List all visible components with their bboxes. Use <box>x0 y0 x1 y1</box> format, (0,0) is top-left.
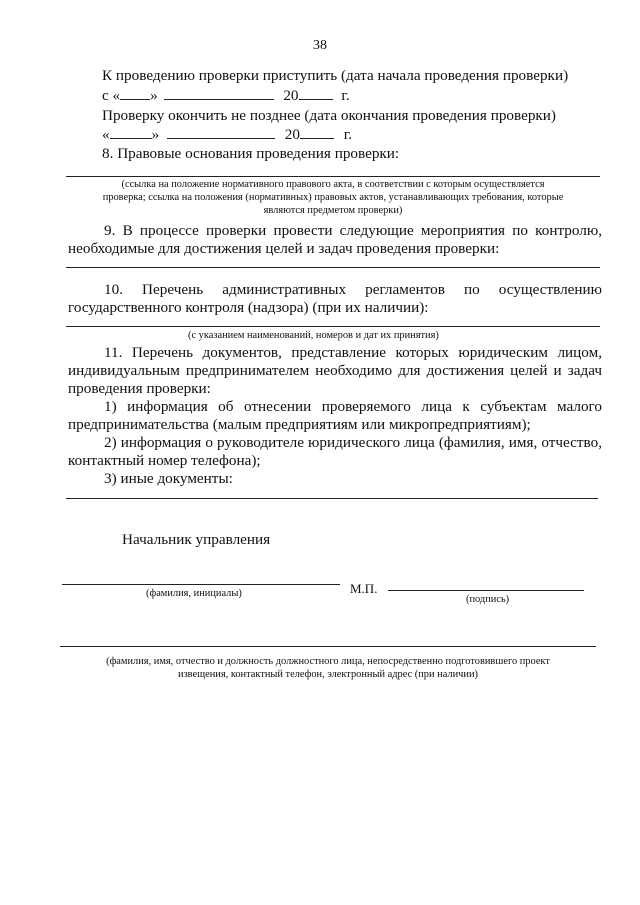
section8-note-line1: (ссылка на положение нормативного правового акта, в соответствии с которым осуществляется <box>121 179 545 190</box>
section8-fill-line <box>66 176 600 177</box>
start-year-blank <box>299 87 333 100</box>
section10-line1: 10. Перечень административных регламентов по осуществлению <box>104 281 602 298</box>
start-month-blank <box>164 87 274 100</box>
section11-item2-line1: 2) информация о руководителе юридического лица (фамилия, имя, отчество, <box>104 434 602 451</box>
section8-title: 8. Правовые основания проведения проверки: <box>102 145 400 162</box>
finish-year-blank <box>300 126 334 139</box>
section11-item3: 3) иные документы: <box>104 470 233 487</box>
finish-year-prefix: 20 <box>284 126 300 143</box>
sign-fill-line <box>388 590 584 591</box>
start-day-blank <box>120 87 150 100</box>
page-number: 38 <box>313 38 327 53</box>
section8-note-line3: являются предметом проверки) <box>263 205 403 216</box>
start-quote-open: с « <box>102 87 121 104</box>
section8-note-line2: проверка; ссылка на положения (нормативных) правовых актов, устанавливающих требования, которые <box>102 192 564 203</box>
start-date-label: К проведению проверки приступить (дата начала проведения проверки) <box>102 67 569 84</box>
section10-note: (с указанием наименований, номеров и дат их принятия) <box>188 330 439 341</box>
section11-line2: индивидуальным предпринимателем необходимо для достижения целей и задач <box>68 362 602 379</box>
finish-date-field <box>102 126 352 144</box>
finish-quote-close: » <box>151 126 160 143</box>
start-date-field <box>102 87 350 105</box>
stamp-place-label: М.П. <box>350 581 378 596</box>
preparer-fill-line <box>60 646 596 647</box>
finish-date-label: Проверку окончить не позднее (дата окончания проведения проверки) <box>102 107 556 124</box>
preparer-caption-line2: извещения, контактный телефон, электронный адрес (при наличии) <box>178 669 478 680</box>
section11-line1: 11. Перечень документов, представление которых юридическим лицом, <box>104 344 602 361</box>
section11-item1-line2: предпринимательства (малым предприятиям или микропредприятиям); <box>68 416 531 433</box>
signatory-position: Начальник управления <box>122 531 271 548</box>
section9-line1: 9. В процессе проверки провести следующие мероприятия по контролю, <box>104 222 602 239</box>
section9-fill-line <box>66 267 600 268</box>
section10-line2: государственного контроля (надзора) (при их наличии): <box>68 299 429 316</box>
section10-fill-line <box>66 326 600 327</box>
name-caption: (фамилия, инициалы) <box>146 588 242 599</box>
section9-line2: необходимые для достижения целей и задач проведения проверки: <box>68 240 500 257</box>
finish-month-blank <box>167 126 275 139</box>
start-year-prefix: 20 <box>283 87 299 104</box>
start-year-suffix: г. <box>341 87 350 104</box>
section11-fill-line <box>66 498 598 499</box>
start-quote-close: » <box>150 87 158 104</box>
name-fill-line <box>62 584 340 585</box>
sign-caption: (подпись) <box>466 594 510 605</box>
section11-item2-line2: контактный номер телефона); <box>68 452 261 469</box>
finish-year-suffix: г. <box>343 126 353 143</box>
finish-day-blank <box>110 126 152 139</box>
section11-line3: проведения проверки: <box>68 380 211 397</box>
preparer-caption-line1: (фамилия, имя, отчество и должность должностного лица, непосредственно подготовившего проект <box>106 656 550 667</box>
finish-quote-open: « <box>102 126 110 143</box>
section11-item1-line1: 1) информация об отнесении проверяемого лица к субъектам малого <box>104 398 602 415</box>
